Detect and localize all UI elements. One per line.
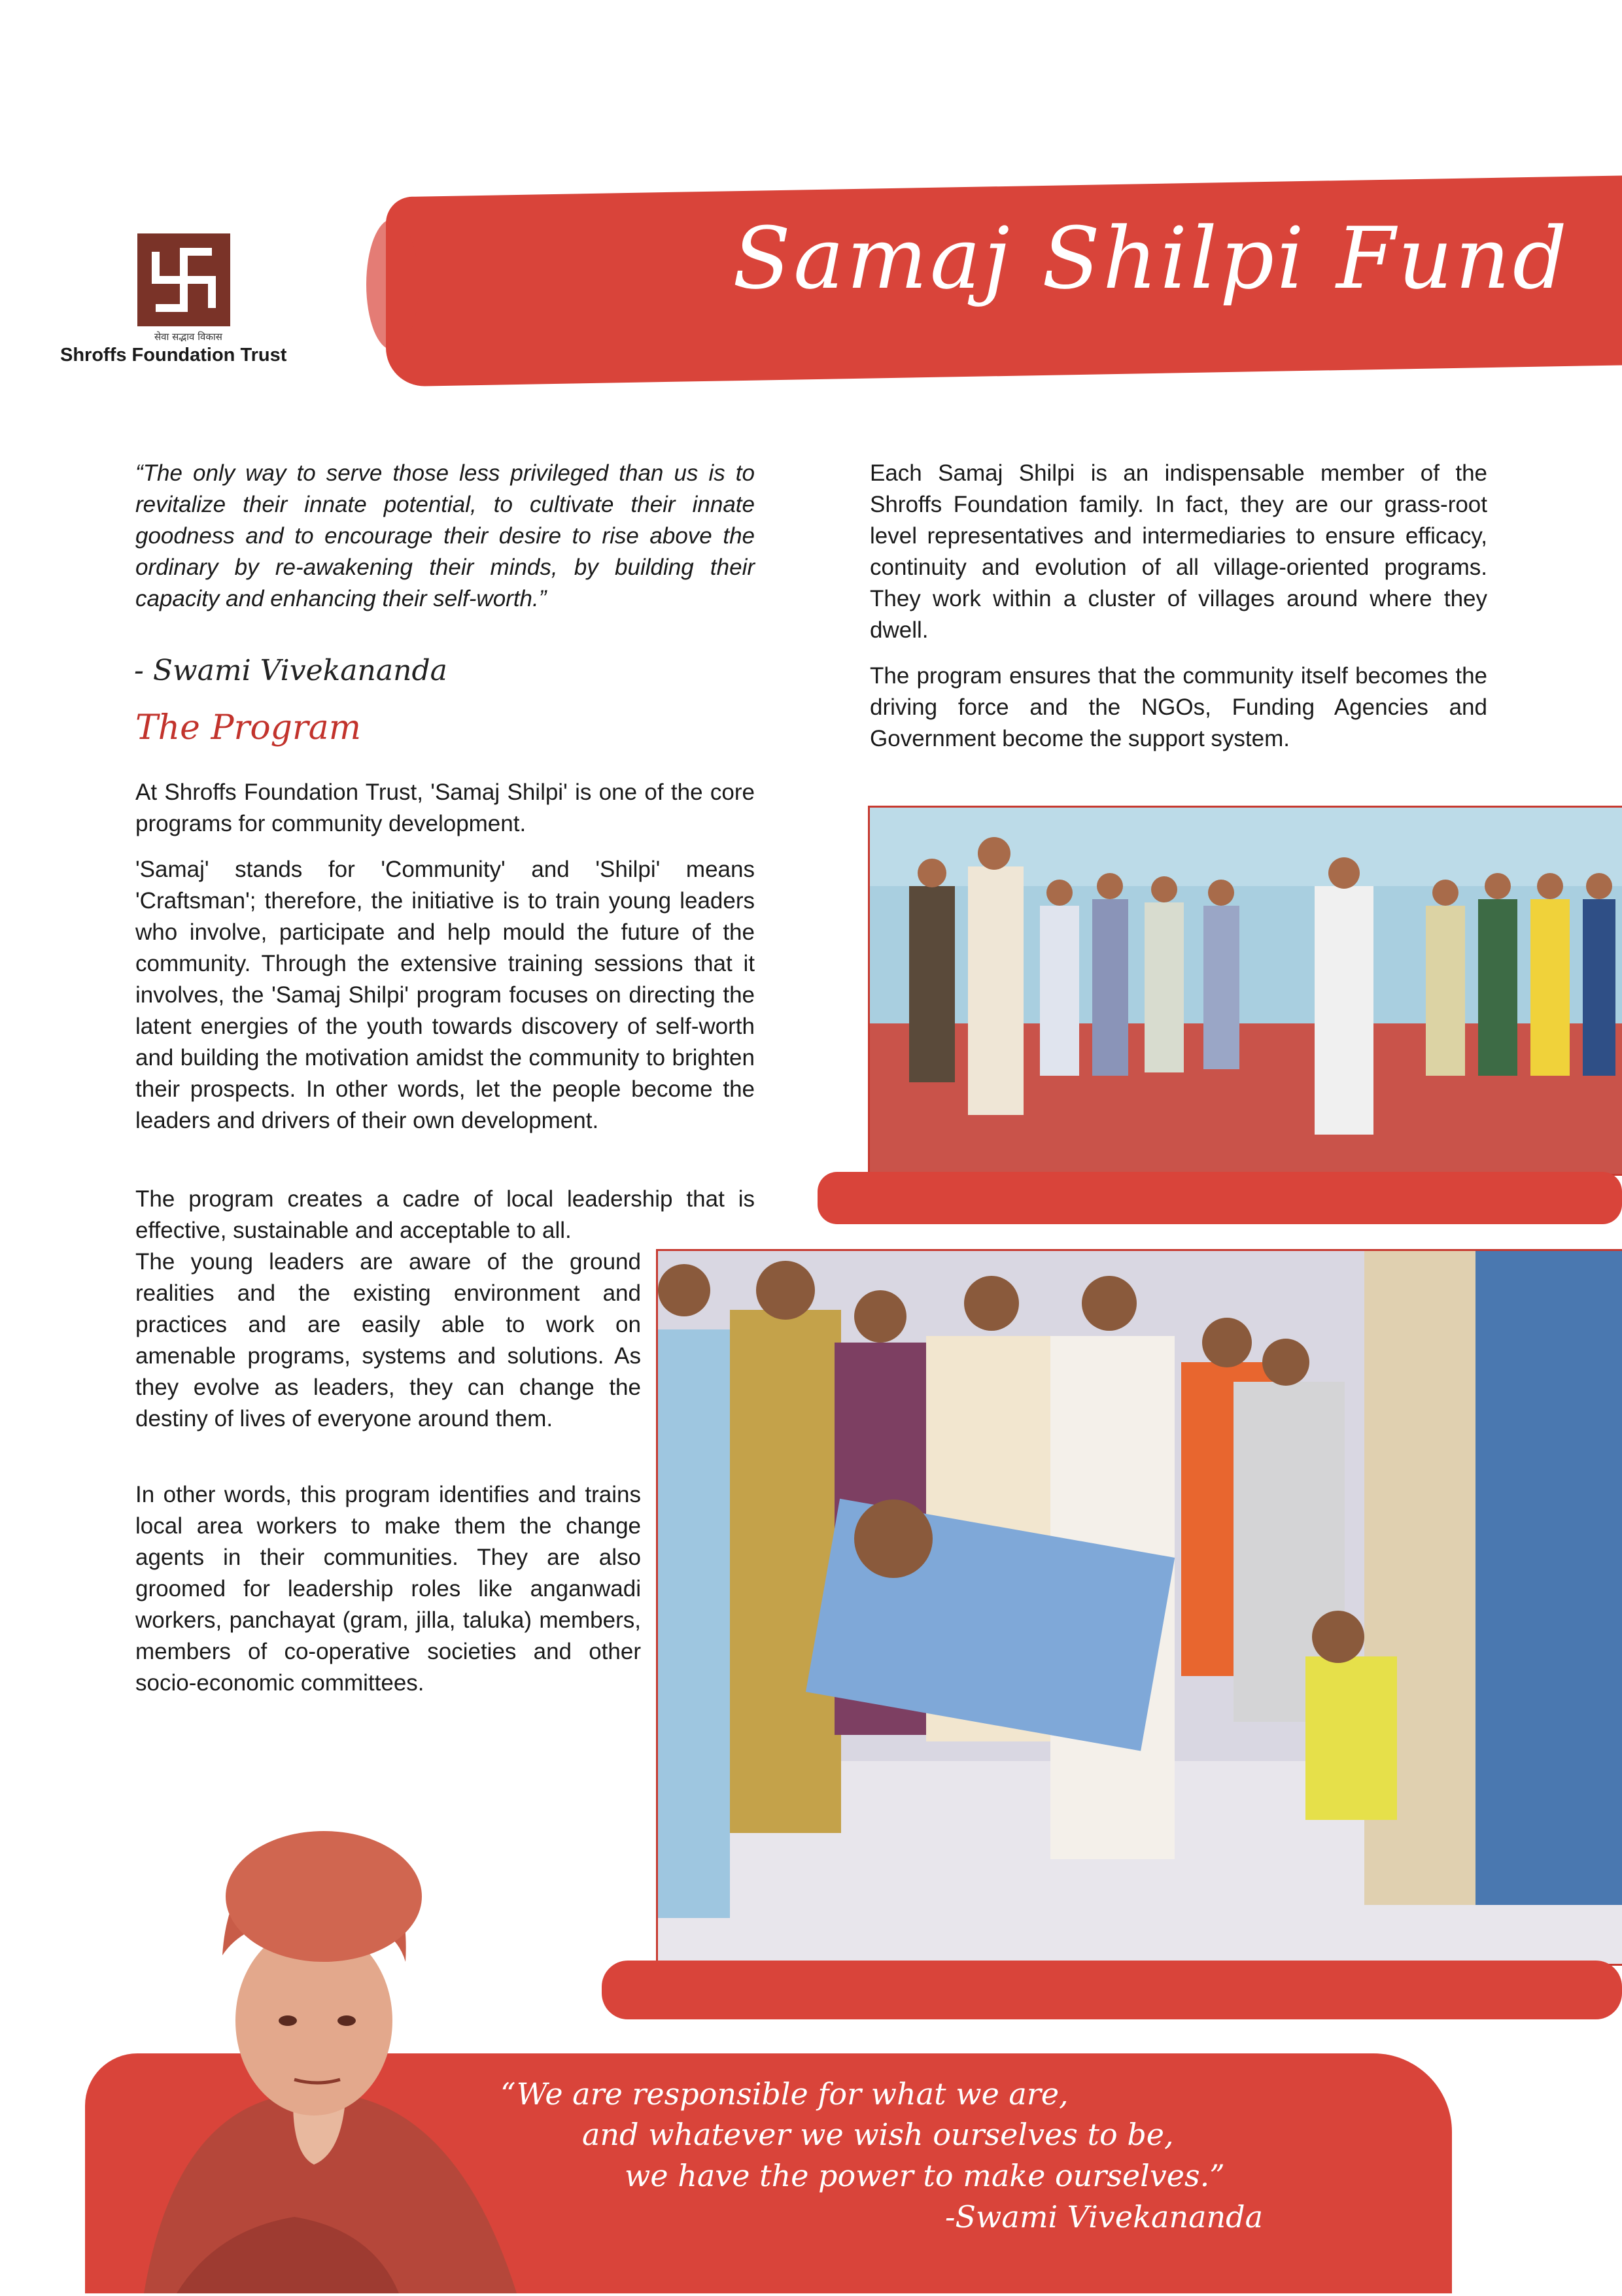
header-brush-edge (366, 219, 419, 350)
paragraph-meaning: 'Samaj' stands for 'Community' and 'Shilpi' means 'Craftsman'; therefore, the initiative is to train young leaders who involve, participate and help mould the future of the community. Through the extensive training sessions that it involves, the 'Samaj Shilpi' program focuses on directing the latent energies of the youth towards discovery of self-worth and building the motivation amidst the community to brighten their prospects. In other words, let the people become the leaders and drivers of their own development. (135, 857, 755, 1133)
closing-quote-line-3: we have the power to make ourselves.” (625, 2158, 1225, 2193)
photo-brush-stroke-1 (818, 1172, 1622, 1224)
closing-quote-line-2: and whatever we wish ourselves to be, (582, 2117, 1174, 2152)
swastika-logo-icon (137, 233, 230, 326)
photo-brush-stroke-2 (602, 1961, 1622, 2019)
closing-quote-author: -Swami Vivekananda (945, 2199, 1263, 2235)
paragraph-change-agents: In other words, this program identifies and trains local area workers to make them the change agents in their communities. They are also groomed for leadership roles like anganwadi workers, panchayat (gram, jilla, taluka) members, members of co-operative societies and other socio-economic committees. (135, 1482, 641, 1696)
section-heading: The Program (135, 708, 362, 747)
paragraph-support: The program ensures that the community itself becomes the driving force and the NGOs, Funding Agencies and Government become the support system. (870, 663, 1487, 751)
quote-author: - Swami Vivekananda (134, 654, 447, 687)
paragraph-intro: At Shroffs Foundation Trust, 'Samaj Shilpi' is one of the core programs for community development. (135, 780, 755, 836)
paragraph-member: Each Samaj Shilpi is an indispensable member of the Shroffs Foundation family. In fact, they are our grass-root level representatives and intermediaries to ensure efficacy, continuity and evolution of all village-oriented programs. They work within a cluster of villages around where they dwell. (870, 460, 1487, 643)
opening-quote: “The only way to serve those less privileged than us is to revitalize their innate potential, to cultivate their innate goodness and to encourage their desire to rise above the ordinary by re-awakening their minds, by building their capacity and enhancing their self-worth.” (135, 460, 755, 611)
photo-group-activity (656, 1249, 1622, 1966)
logo-name: Shroffs Foundation Trust (60, 345, 287, 366)
right-text (870, 458, 1487, 769)
logo-tagline: सेवा सद्भाव विकास (154, 331, 222, 343)
page-title: Samaj Shilpi Fund (733, 209, 1570, 308)
paragraph-leaders: The young leaders are aware of the ground realities and the existing environment and practices and are easily able to work on amenable programs, systems and solutions. As they evolve as leaders, they can change the destiny of lives of everyone around them. (135, 1249, 641, 1431)
closing-quote-line-1: “We are responsible for what we are, (500, 2076, 1069, 2112)
paragraph-cadre: The program creates a cadre of local leadership that is effective, sustainable and acceptable to all. (135, 1186, 755, 1243)
vivekananda-portrait (98, 1811, 543, 2293)
program-text (135, 777, 755, 1151)
photo-training-session (868, 806, 1622, 1176)
